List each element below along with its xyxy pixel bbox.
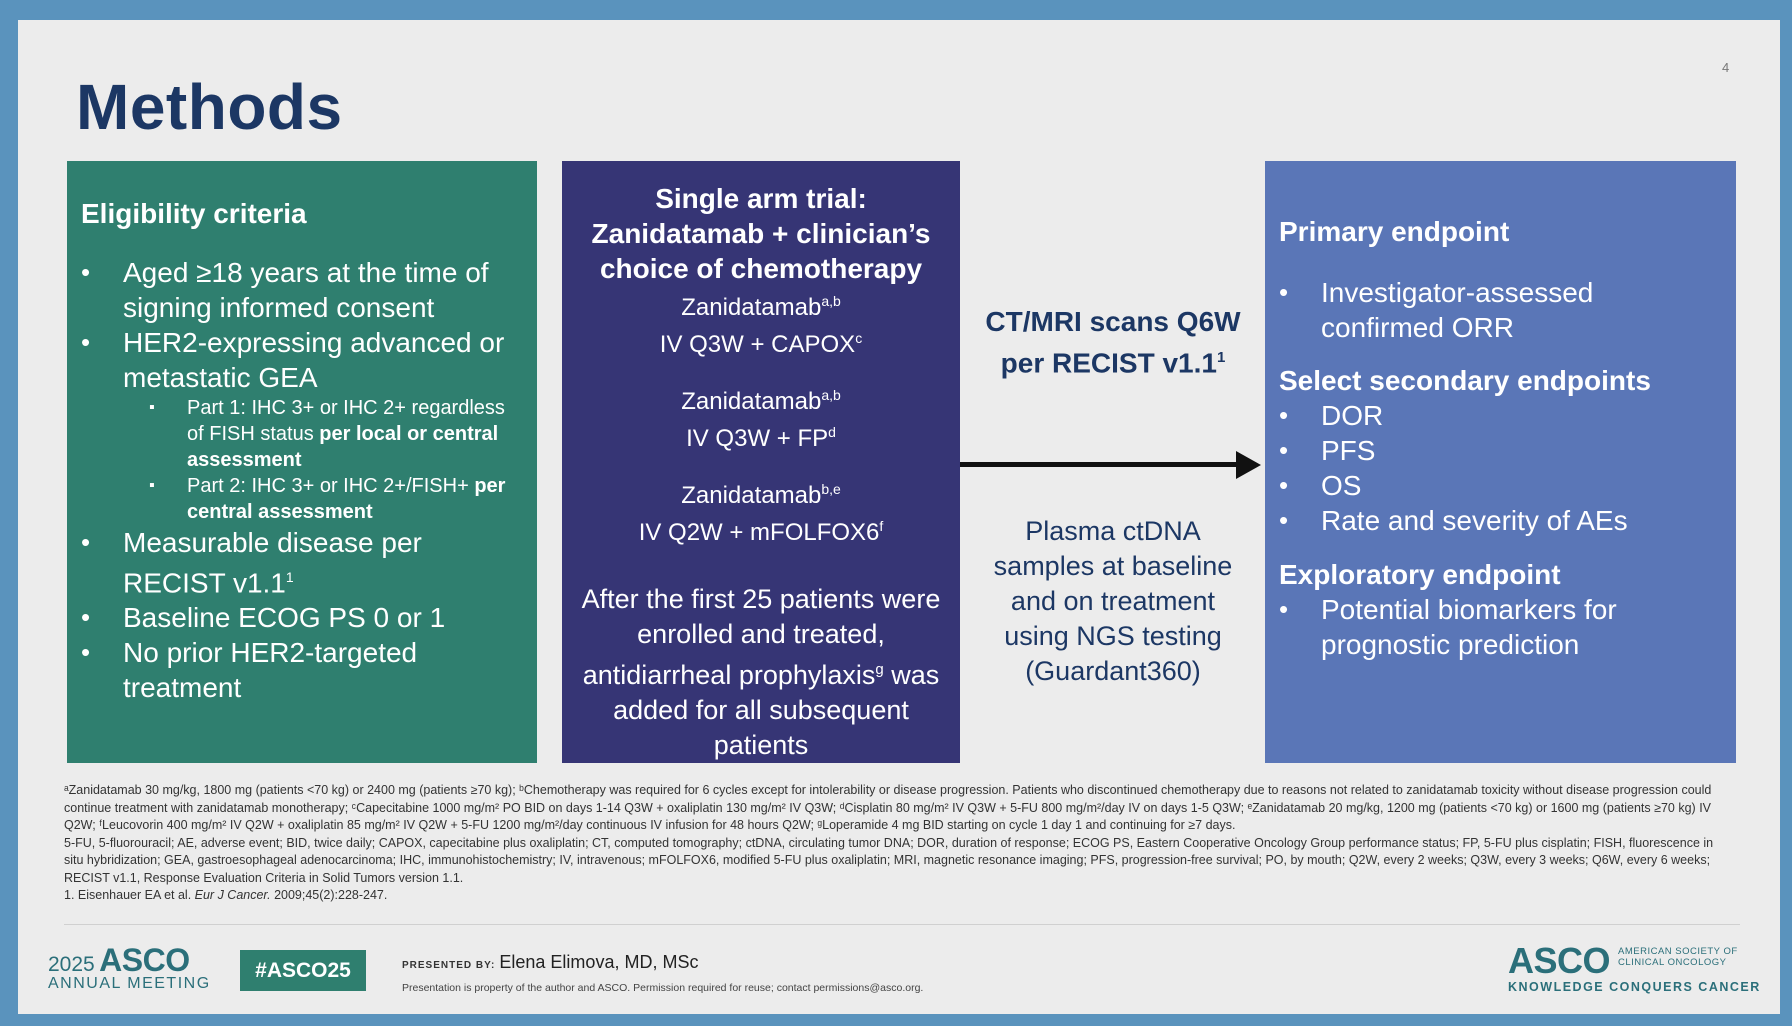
slide-title: Methods xyxy=(76,71,343,143)
footer-divider xyxy=(64,924,1740,925)
primary-endpoint-heading: Primary endpoint xyxy=(1279,216,1510,247)
prophylaxis-note: After the first 25 patients were enrolled and treated, antidiarrheal prophylaxis$^g$ was added for all subsequent patients xyxy=(581,584,941,760)
footnote-abbreviations: 5-FU, 5-fluorouracil; AE, adverse event; BID, twice daily; CAPOX, capecitabine plus oxaliplatin; CT, computed tomography; ctDNA, circulating tumor DNA; DOR, duration of response; ECOG PS, Eastern Cooperative Oncology Group performance status; FP, 5-FU plus cisplatin; FISH, fluorescence in situ hybridization; GEA, gastroesophageal adenocarcinoma; IHC, immunohistochemistry; IV, intravenous; mFOLFOX6, modified 5-FU plus oxaliplatin; MRI, magnetic resonance imaging; PFS, progression-free survival; PO, by mouth; Q2W, every 2 weeks; Q3W, every 3 weeks; Q6W, every 6 weeks; RECIST v1.1, Response Evaluation Criteria in Solid Tumors version 1.1. xyxy=(64,835,1714,885)
exploratory-endpoint-heading: Exploratory endpoint xyxy=(1279,559,1561,590)
eligibility-item: • Baseline ECOG PS 0 or 1 xyxy=(81,600,523,635)
endpoint-item: • OS xyxy=(1279,468,1722,503)
eligibility-subitem: ▪ Part 1: IHC 3+ or IHC 2+ regardless of FISH status per local or central assessment xyxy=(81,395,523,473)
flow-arrow-line xyxy=(960,462,1240,467)
eligibility-item: • Measurable disease per RECIST $v1.1^1$ xyxy=(81,525,523,600)
eligibility-box xyxy=(67,161,537,763)
footnote-abbrev-dosing: ᵃZanidatamab 30 mg/kg, 1800 mg (patients <70 kg) or 2400 mg (patients ≥70 kg); ᵇChemotherapy was required for 6 cycles except for intolerability or disease progression. Patients who discontinued chemotherapy due to reasons not related to zanidatamab toxicity without disease progression could continue treatment with zanidatamab monotherapy; ᶜCapecitabine 1000 mg/m² PO BID on days 1-14 Q3W + oxaliplatin 130 mg/m² IV Q3W; ᵈCisplatin 80 mg/m² IV Q3W + 5-FU 800 mg/m²/day IV on days 1-5 Q3W; ᵉZanidatamab 20 mg/kg, 1200 mg (patients <70 kg) or 1600 mg (patients ≥70 kg) IV Q2W; ᶠLeucovorin 400 mg/m² IV Q2W + oxaliplatin 85 mg/m² IV Q2W + 5-FU 1200 mg/m²/day continuous IV infusion for 48 hours Q2W; ᵍLoperamide 4 mg BID starting on cycle 1 day 1 and continuing for ≥7 days. xyxy=(64,783,1712,832)
eligibility-heading: Eligibility criteria xyxy=(81,198,307,229)
footnote-reference: 1. Eisenhauer EA et al. Eur J Cancer. 2009;45(2):228-247. xyxy=(64,888,388,902)
endpoints-box xyxy=(1265,161,1736,763)
eligibility-subitem: ▪ Part 2: IHC 3+ or IHC 2+/FISH+ per central assessment xyxy=(81,473,523,525)
endpoint-item: • DOR xyxy=(1279,398,1722,433)
trial-arm: Zanidatamab$^{b,e}$ IV $Q2W + mFOLFOX6^f$ xyxy=(638,481,884,546)
scans-label: CT/MRI scans Q6W per RECIST $v1.1^1$ xyxy=(985,306,1241,379)
presenter-name: Elena Elimova, MD, MSc xyxy=(499,952,699,972)
endpoint-item: • Investigator-assessed confirmed ORR xyxy=(1279,275,1722,345)
asco-annual-meeting-logo: 2025 ASCO ANNUAL MEETING xyxy=(48,942,211,992)
eligibility-item: • No prior HER2-targeted treatment xyxy=(81,635,523,705)
hashtag-badge: #ASCO25 xyxy=(240,950,366,991)
eligibility-item: • Aged ≥18 years at the time of signing informed consent xyxy=(81,255,523,325)
endpoint-item: • PFS xyxy=(1279,433,1722,468)
secondary-endpoint-heading: Select secondary endpoints xyxy=(1279,365,1651,396)
trial-heading: Single arm trial: Zanidatamab + clinician’s choice of chemotherapy xyxy=(591,183,931,284)
secondary-endpoint-list xyxy=(1279,398,1722,538)
page-number: 4 xyxy=(1722,60,1730,75)
trial-box xyxy=(562,161,960,763)
presenter-line: PRESENTED BY: Elena Elimova, MD, MSc xyxy=(402,952,699,972)
trial-arm: Zanidatamab$^{a,b}$ IV $Q3W + CAPOX^c$ xyxy=(659,293,863,358)
slide xyxy=(18,20,1780,1014)
endpoint-item: • Rate and severity of AEs xyxy=(1279,503,1722,538)
primary-endpoint-list xyxy=(1279,275,1722,345)
eligibility-list xyxy=(81,255,523,705)
reuse-disclaimer: Presentation is property of the author and ASCO. Permission required for reuse; contact permissions@asco.org. xyxy=(402,982,924,994)
exploratory-endpoint-list xyxy=(1279,592,1722,662)
endpoint-item: • Potential biomarkers for prognostic prediction xyxy=(1279,592,1722,662)
arrow-right-icon xyxy=(1236,451,1261,479)
footnotes xyxy=(64,782,1724,905)
eligibility-item: • HER2-expressing advanced or metastatic GEA xyxy=(81,325,523,395)
asco-society-logo: ASCO AMERICAN SOCIETY OF CLINICAL ONCOLOGY KNOWLEDGE CONQUERS CANCER xyxy=(1508,940,1761,994)
plasma-label: Plasma ctDNA samples at baseline and on treatment using NGS testing (Guardant360) xyxy=(993,516,1233,686)
trial-arm: Zanidatamab$^{a,b}$ IV $Q3W + FP^d$ xyxy=(681,387,841,452)
